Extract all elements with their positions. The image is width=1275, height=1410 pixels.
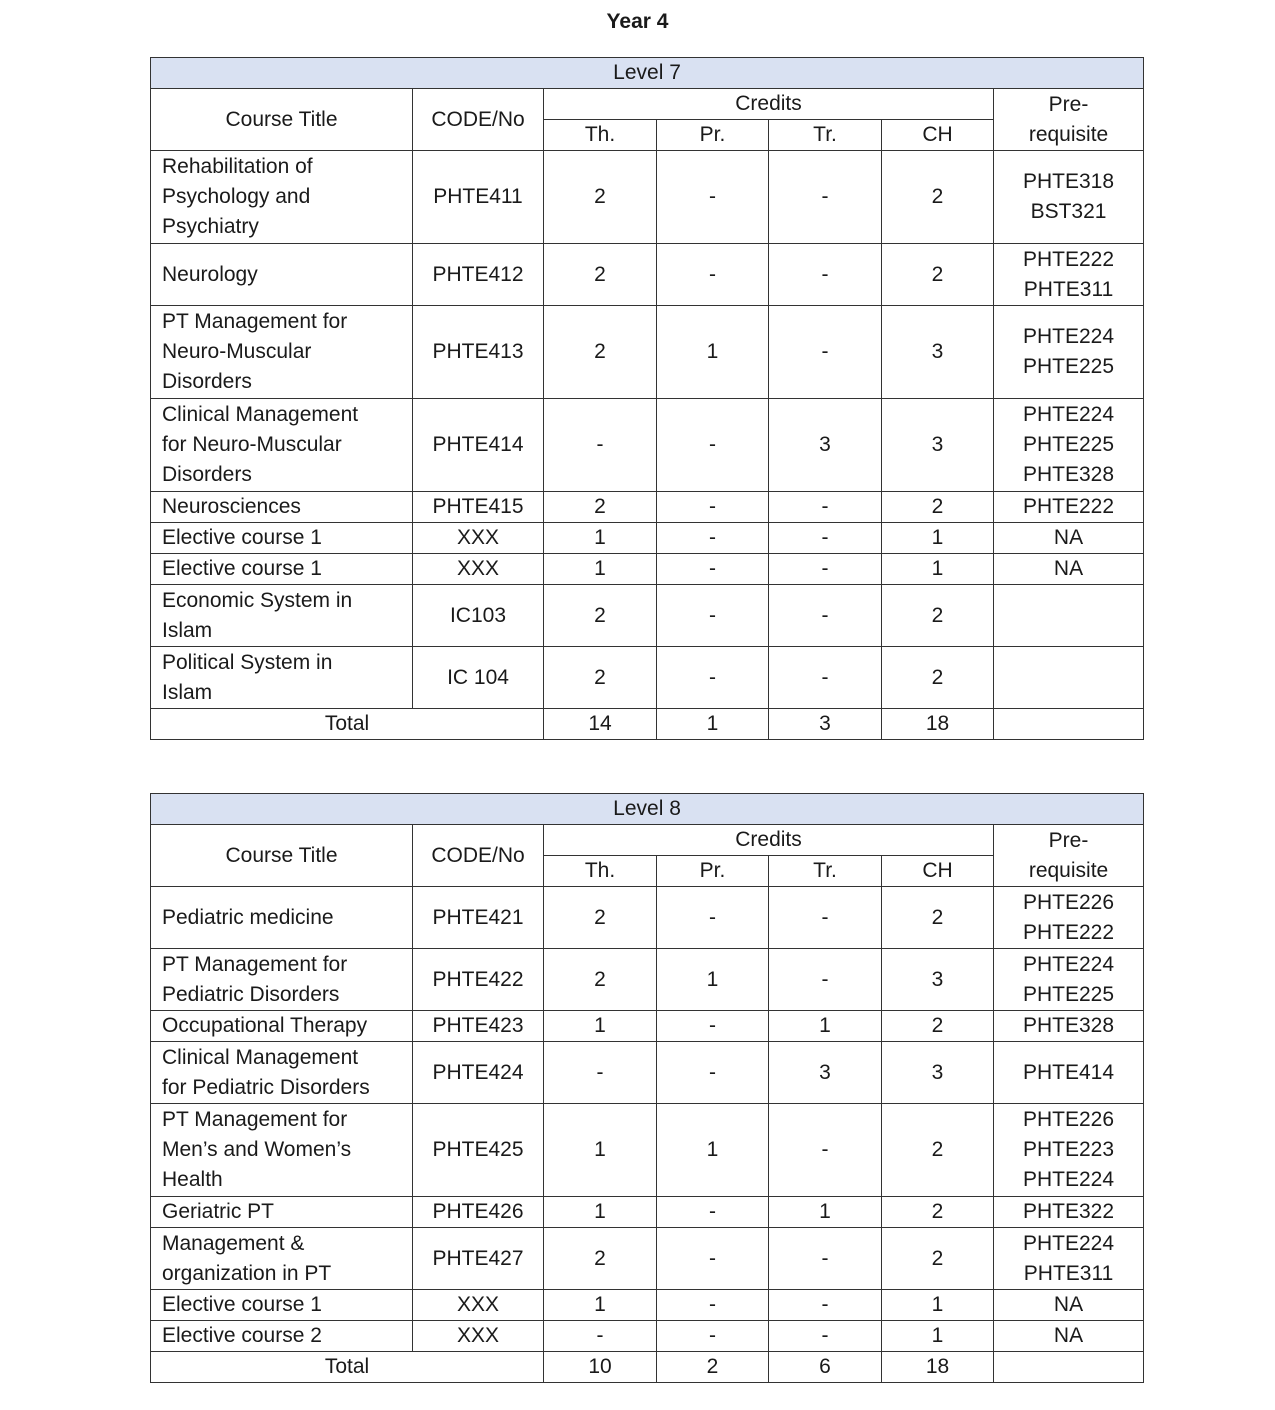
- course-code-cell: PHTE414: [413, 399, 544, 492]
- credit-hours-cell: 1: [882, 523, 994, 554]
- course-code-cell: PHTE424: [413, 1042, 544, 1104]
- credit-hours-cell: 3: [882, 306, 994, 399]
- prerequisite-cell: NA: [994, 1321, 1144, 1352]
- practical-credits-cell: -: [657, 244, 769, 306]
- level-7-rows: [151, 151, 1144, 740]
- prerequisite-cell: PHTE224 PHTE225: [994, 306, 1144, 399]
- credit-hours-header: CH: [882, 856, 994, 887]
- practical-credits-cell: -: [657, 1228, 769, 1290]
- course-code-cell: PHTE423: [413, 1011, 544, 1042]
- training-credits-cell: -: [769, 887, 882, 949]
- prerequisite-cell: PHTE318 BST321: [994, 151, 1144, 244]
- theory-credits-cell: 1: [544, 1290, 657, 1321]
- table-row: [151, 492, 1144, 523]
- course-title-cell: PT Management for Men’s and Women’s Health: [151, 1104, 413, 1197]
- course-code-cell: IC103: [413, 585, 544, 647]
- table-row: [151, 1011, 1144, 1042]
- practical-credits-cell: -: [657, 399, 769, 492]
- theory-credits-cell: 2: [544, 151, 657, 244]
- practical-credits-cell: -: [657, 1011, 769, 1042]
- practical-credits-cell: -: [657, 1290, 769, 1321]
- total-training-cell: 3: [769, 709, 882, 740]
- theory-credits-cell: 1: [544, 523, 657, 554]
- theory-credits-cell: 2: [544, 1228, 657, 1290]
- level-7-table: [150, 57, 1144, 740]
- course-title-cell: Neurosciences: [151, 492, 413, 523]
- course-code-cell: PHTE425: [413, 1104, 544, 1197]
- credit-hours-header: CH: [882, 120, 994, 151]
- total-prerequisite-cell: [994, 1352, 1144, 1383]
- credit-hours-cell: 2: [882, 1197, 994, 1228]
- table-row: [151, 1290, 1144, 1321]
- course-title-cell: Occupational Therapy: [151, 1011, 413, 1042]
- theory-credits-cell: 1: [544, 1011, 657, 1042]
- course-title-cell: Political System in Islam: [151, 647, 413, 709]
- training-credits-cell: -: [769, 151, 882, 244]
- total-theory-cell: 14: [544, 709, 657, 740]
- credit-hours-cell: 3: [882, 399, 994, 492]
- course-title-cell: PT Management for Neuro-Muscular Disorders: [151, 306, 413, 399]
- prerequisite-cell: PHTE224 PHTE311: [994, 1228, 1144, 1290]
- credit-hours-cell: 2: [882, 647, 994, 709]
- table-row: [151, 1104, 1144, 1197]
- credit-hours-cell: 2: [882, 585, 994, 647]
- table-row: [151, 1228, 1144, 1290]
- prerequisite-cell: PHTE226 PHTE222: [994, 887, 1144, 949]
- training-credits-cell: 1: [769, 1197, 882, 1228]
- prerequisite-header: Pre- requisite: [994, 89, 1144, 151]
- level-8-rows: [151, 887, 1144, 1383]
- course-code-cell: XXX: [413, 1321, 544, 1352]
- table-row: [151, 887, 1144, 949]
- level-title: Level 7: [151, 58, 1144, 89]
- practical-credits-cell: 1: [657, 306, 769, 399]
- course-code-cell: XXX: [413, 1290, 544, 1321]
- prerequisite-cell: PHTE226 PHTE223 PHTE224: [994, 1104, 1144, 1197]
- theory-credits-cell: 2: [544, 585, 657, 647]
- theory-credits-cell: -: [544, 399, 657, 492]
- course-title-cell: Rehabilitation of Psychology and Psychiatry: [151, 151, 413, 244]
- training-header: Tr.: [769, 120, 882, 151]
- course-title-cell: Clinical Management for Neuro-Muscular Disorders: [151, 399, 413, 492]
- credit-hours-cell: 3: [882, 1042, 994, 1104]
- table-row: [151, 244, 1144, 306]
- theory-credits-cell: 2: [544, 306, 657, 399]
- course-code-cell: XXX: [413, 554, 544, 585]
- course-title-cell: Neurology: [151, 244, 413, 306]
- prerequisite-cell: NA: [994, 554, 1144, 585]
- total-theory-cell: 10: [544, 1352, 657, 1383]
- prerequisite-cell: PHTE322: [994, 1197, 1144, 1228]
- practical-credits-cell: -: [657, 1321, 769, 1352]
- practical-credits-cell: -: [657, 1197, 769, 1228]
- credit-hours-cell: 1: [882, 1321, 994, 1352]
- course-code-cell: PHTE421: [413, 887, 544, 949]
- table-row: [151, 151, 1144, 244]
- training-credits-cell: -: [769, 523, 882, 554]
- course-title-cell: Elective course 2: [151, 1321, 413, 1352]
- training-credits-cell: -: [769, 1228, 882, 1290]
- practical-credits-cell: -: [657, 523, 769, 554]
- course-title-header: Course Title: [151, 825, 413, 887]
- total-practical-cell: 2: [657, 1352, 769, 1383]
- credits-header: Credits: [544, 825, 994, 856]
- training-credits-cell: -: [769, 647, 882, 709]
- prerequisite-header: Pre- requisite: [994, 825, 1144, 887]
- credit-hours-cell: 3: [882, 949, 994, 1011]
- training-credits-cell: -: [769, 306, 882, 399]
- course-title-cell: Clinical Management for Pediatric Disorders: [151, 1042, 413, 1104]
- credit-hours-cell: 2: [882, 151, 994, 244]
- course-code-cell: PHTE427: [413, 1228, 544, 1290]
- training-credits-cell: -: [769, 554, 882, 585]
- table-row: [151, 585, 1144, 647]
- training-credits-cell: -: [769, 1321, 882, 1352]
- credits-header: Credits: [544, 89, 994, 120]
- course-code-cell: PHTE426: [413, 1197, 544, 1228]
- training-header: Tr.: [769, 856, 882, 887]
- theory-credits-cell: 1: [544, 1104, 657, 1197]
- code-header: CODE/No: [413, 825, 544, 887]
- theory-credits-cell: -: [544, 1321, 657, 1352]
- practical-credits-cell: -: [657, 1042, 769, 1104]
- credit-hours-cell: 2: [882, 244, 994, 306]
- training-credits-cell: -: [769, 585, 882, 647]
- code-header: CODE/No: [413, 89, 544, 151]
- course-title-cell: Geriatric PT: [151, 1197, 413, 1228]
- total-label: Total: [151, 709, 544, 740]
- credit-hours-cell: 2: [882, 1011, 994, 1042]
- practical-credits-cell: -: [657, 492, 769, 523]
- course-title-cell: Pediatric medicine: [151, 887, 413, 949]
- course-code-cell: IC 104: [413, 647, 544, 709]
- table-row: [151, 523, 1144, 554]
- prerequisite-cell: PHTE224 PHTE225 PHTE328: [994, 399, 1144, 492]
- table-row: [151, 554, 1144, 585]
- course-title-cell: Elective course 1: [151, 523, 413, 554]
- practical-credits-cell: -: [657, 585, 769, 647]
- prerequisite-cell: PHTE224 PHTE225: [994, 949, 1144, 1011]
- credit-hours-cell: 1: [882, 554, 994, 585]
- theory-credits-cell: 1: [544, 554, 657, 585]
- course-title-cell: Elective course 1: [151, 1290, 413, 1321]
- theory-credits-cell: 2: [544, 949, 657, 1011]
- theory-credits-cell: -: [544, 1042, 657, 1104]
- credit-hours-cell: 2: [882, 492, 994, 523]
- prerequisite-cell: [994, 647, 1144, 709]
- total-training-cell: 6: [769, 1352, 882, 1383]
- course-code-cell: PHTE411: [413, 151, 544, 244]
- practical-credits-cell: 1: [657, 949, 769, 1011]
- training-credits-cell: -: [769, 1104, 882, 1197]
- training-credits-cell: -: [769, 1290, 882, 1321]
- table-row: [151, 1197, 1144, 1228]
- table-row: [151, 1321, 1144, 1352]
- training-credits-cell: -: [769, 492, 882, 523]
- course-code-cell: PHTE422: [413, 949, 544, 1011]
- total-credit-hours-cell: 18: [882, 709, 994, 740]
- page-title: Year 4: [606, 10, 669, 33]
- course-title-cell: Economic System in Islam: [151, 585, 413, 647]
- course-title-header: Course Title: [151, 89, 413, 151]
- table-row: [151, 949, 1144, 1011]
- course-code-cell: XXX: [413, 523, 544, 554]
- theory-header: Th.: [544, 120, 657, 151]
- credit-hours-cell: 1: [882, 1290, 994, 1321]
- total-practical-cell: 1: [657, 709, 769, 740]
- course-title-cell: Management & organization in PT: [151, 1228, 413, 1290]
- training-credits-cell: -: [769, 949, 882, 1011]
- prerequisite-cell: PHTE414: [994, 1042, 1144, 1104]
- practical-credits-cell: -: [657, 151, 769, 244]
- prerequisite-cell: PHTE328: [994, 1011, 1144, 1042]
- level-8-table: [150, 793, 1144, 1383]
- course-code-cell: PHTE413: [413, 306, 544, 399]
- training-credits-cell: 3: [769, 399, 882, 492]
- theory-credits-cell: 2: [544, 492, 657, 523]
- table-row: [151, 1042, 1144, 1104]
- practical-credits-cell: -: [657, 887, 769, 949]
- training-credits-cell: -: [769, 244, 882, 306]
- course-code-cell: PHTE415: [413, 492, 544, 523]
- course-title-cell: PT Management for Pediatric Disorders: [151, 949, 413, 1011]
- prerequisite-cell: NA: [994, 1290, 1144, 1321]
- prerequisite-cell: [994, 585, 1144, 647]
- practical-header: Pr.: [657, 856, 769, 887]
- total-row: [151, 1352, 1144, 1383]
- training-credits-cell: 3: [769, 1042, 882, 1104]
- credit-hours-cell: 2: [882, 887, 994, 949]
- practical-credits-cell: -: [657, 647, 769, 709]
- course-title-cell: Elective course 1: [151, 554, 413, 585]
- total-row: [151, 709, 1144, 740]
- prerequisite-cell: PHTE222 PHTE311: [994, 244, 1144, 306]
- prerequisite-cell: PHTE222: [994, 492, 1144, 523]
- practical-header: Pr.: [657, 120, 769, 151]
- total-prerequisite-cell: [994, 709, 1144, 740]
- prerequisite-cell: NA: [994, 523, 1144, 554]
- practical-credits-cell: 1: [657, 1104, 769, 1197]
- total-credit-hours-cell: 18: [882, 1352, 994, 1383]
- training-credits-cell: 1: [769, 1011, 882, 1042]
- theory-credits-cell: 1: [544, 1197, 657, 1228]
- course-code-cell: PHTE412: [413, 244, 544, 306]
- practical-credits-cell: -: [657, 554, 769, 585]
- level-title: Level 8: [151, 794, 1144, 825]
- table-row: [151, 306, 1144, 399]
- theory-credits-cell: 2: [544, 647, 657, 709]
- credit-hours-cell: 2: [882, 1228, 994, 1290]
- theory-header: Th.: [544, 856, 657, 887]
- table-row: [151, 647, 1144, 709]
- theory-credits-cell: 2: [544, 887, 657, 949]
- theory-credits-cell: 2: [544, 244, 657, 306]
- table-row: [151, 399, 1144, 492]
- credit-hours-cell: 2: [882, 1104, 994, 1197]
- total-label: Total: [151, 1352, 544, 1383]
